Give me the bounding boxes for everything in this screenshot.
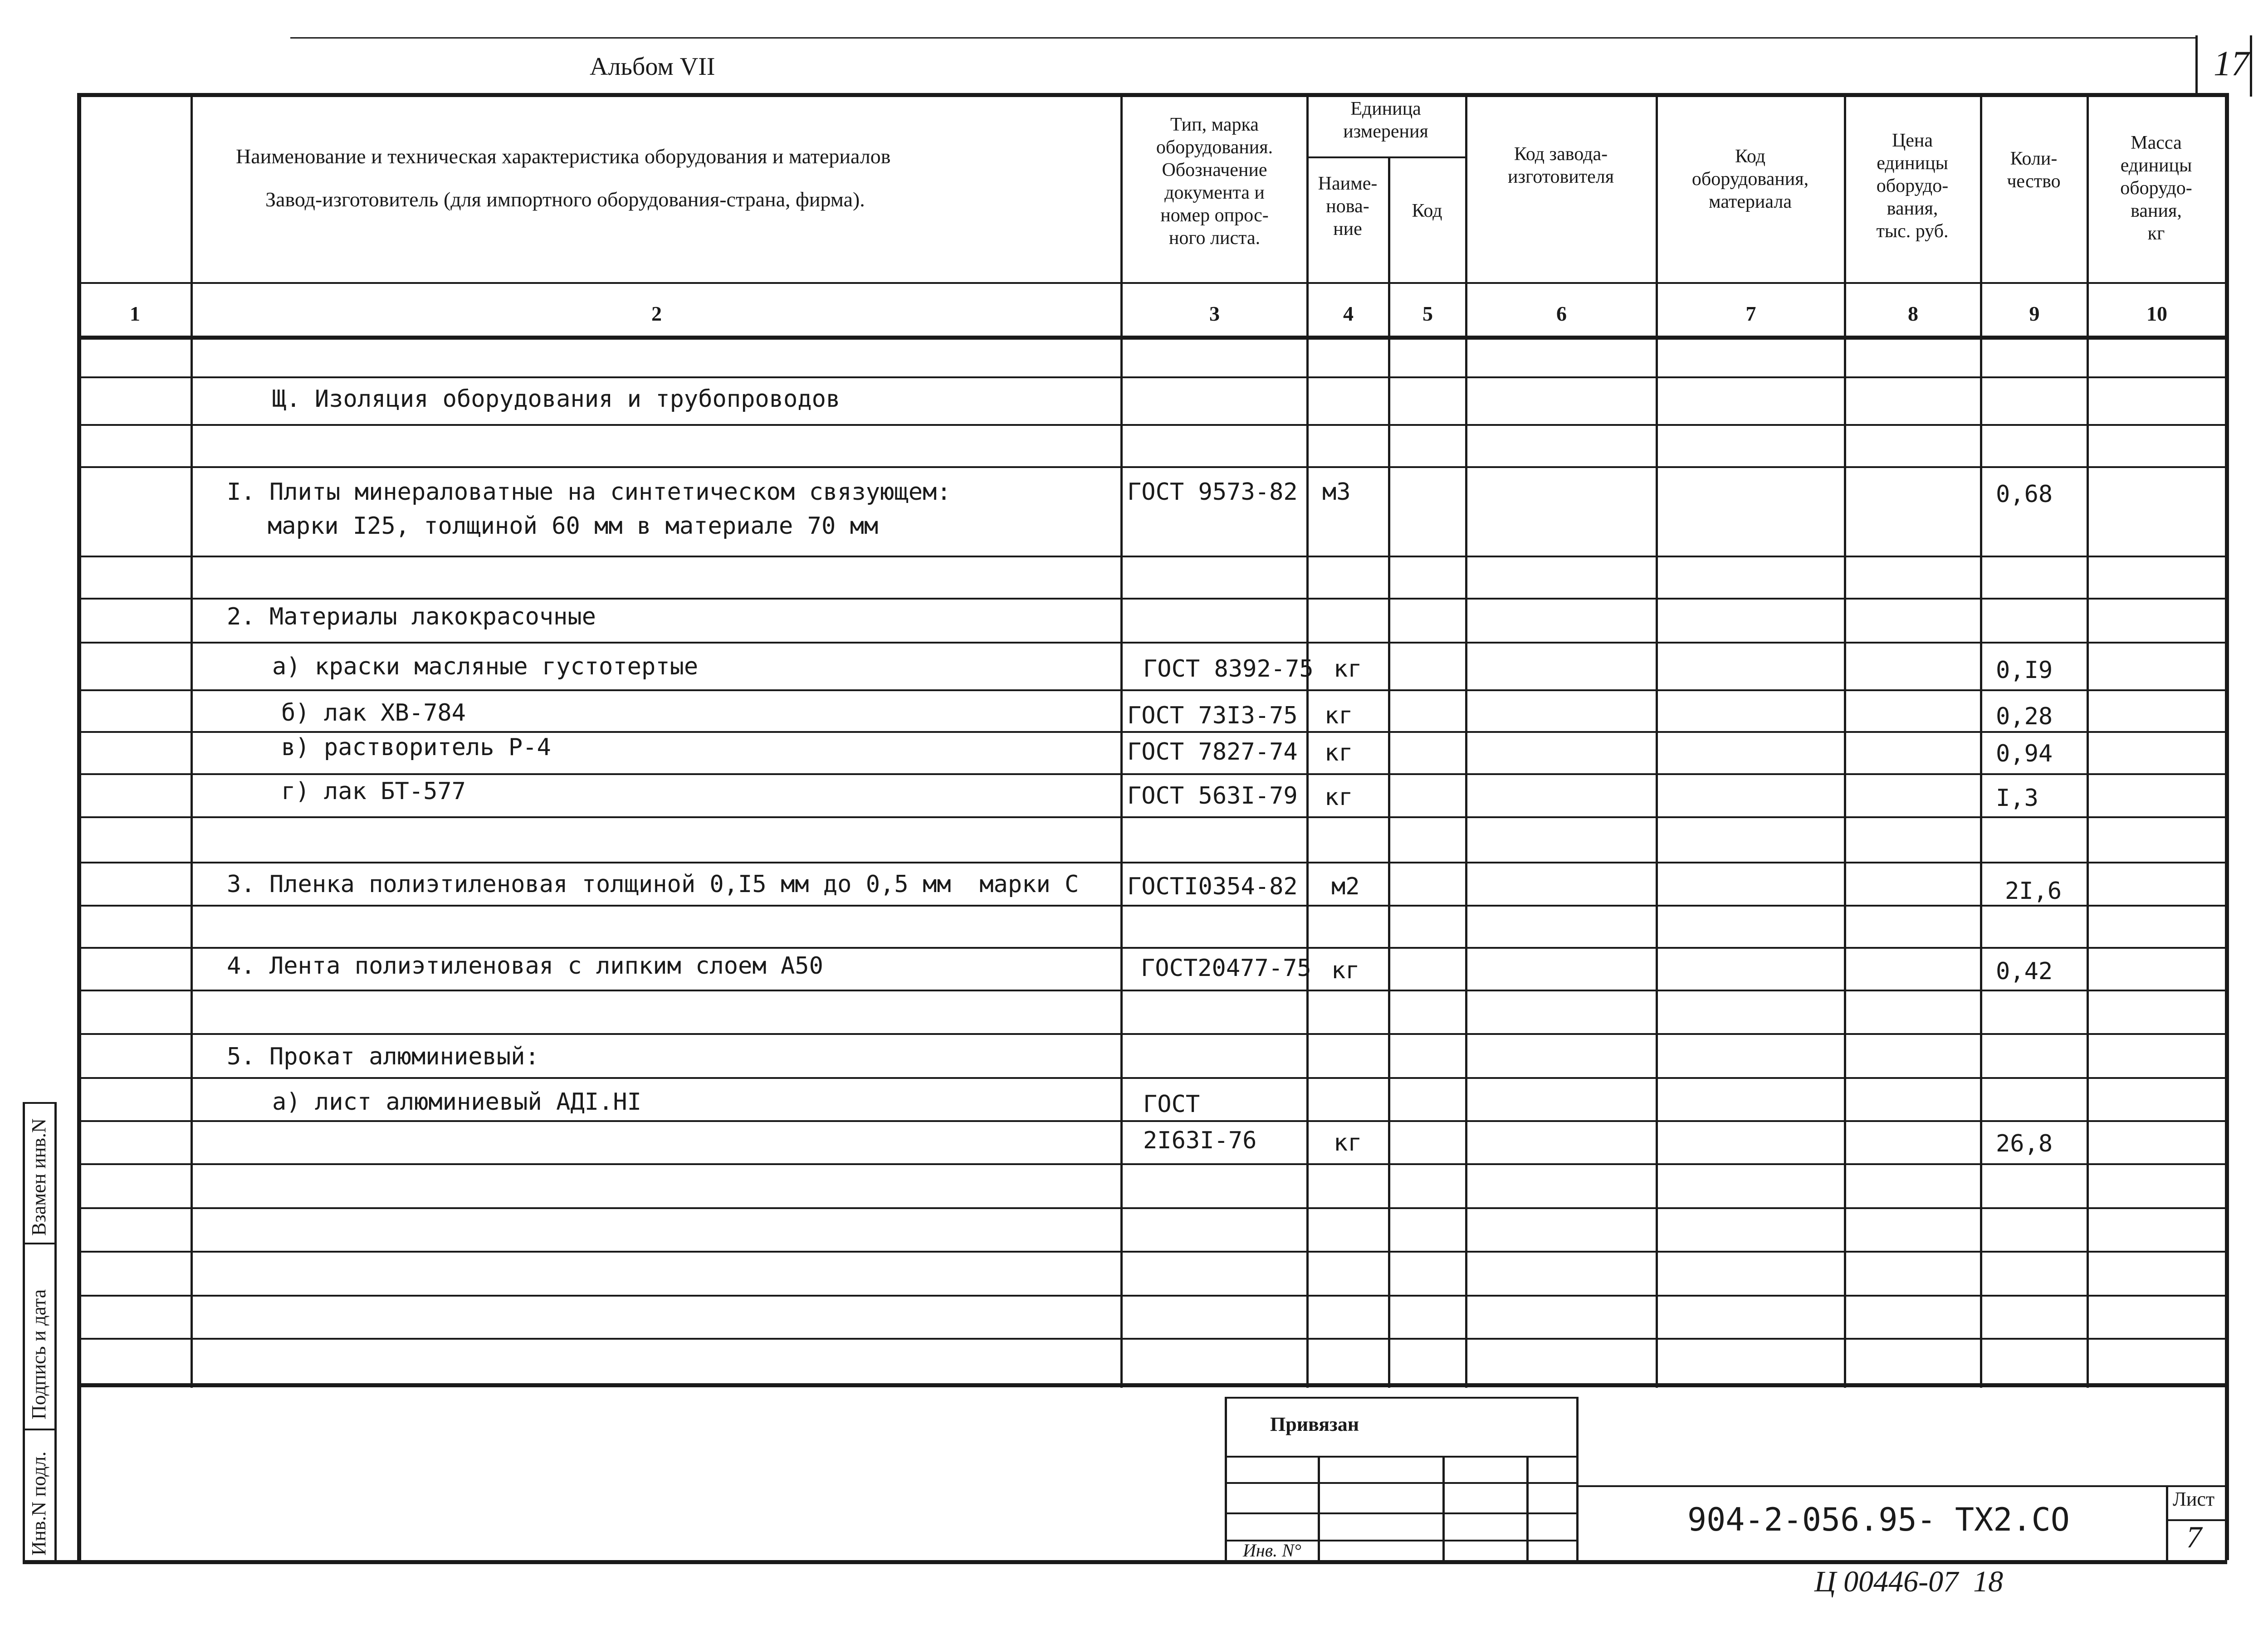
header-col4: Наиме- нова- ние [1318,173,1378,239]
column-number: 1 [130,302,140,325]
header-col6: Код завода- изготовителя [1507,144,1614,187]
table-row-name: в) растворитель Р-4 [281,734,551,761]
table-row-unit: кг [1325,739,1353,766]
title-block-left [77,1383,81,1560]
table-row-name: б) лак ХВ-784 [281,699,466,727]
table-row-doc: ГОСТI0354-82 [1127,873,1298,900]
table-row-name: 2. Материалы лакокрасочные [227,603,596,630]
table-row-qty: 0,68 [1996,481,2053,508]
table-row-unit: кг [1331,957,1360,984]
table-row-name: Щ. Изоляция оборудования и трубопроводов [272,385,841,413]
footer-handwritten-code: Ц 00446-07 18 [1814,1565,2004,1598]
side-label-replacement-inv: Взамен инв.N [28,1118,50,1236]
column-number: 6 [1556,302,1567,325]
header-col8: Цена единицы оборудо- вания, тыс. руб. [1876,130,1949,242]
table-row-unit: м3 [1322,478,1351,506]
table-row-name: 5. Прокат алюминиевый: [227,1043,539,1070]
table-row-doc: ГОСТ 563I-79 [1127,782,1298,810]
column-number: 10 [2146,302,2167,325]
table-row-doc: ГОСТ 9573-82 [1127,478,1298,506]
top-rule [290,37,2195,39]
table-row-name: а) краски масляные густотертые [272,653,699,680]
table-row-name: марки I25, толщиной 60 мм в материале 70 мм [268,512,879,540]
table-row-doc: ГОСТ 8392-75 [1143,655,1314,683]
column-number: 2 [651,302,662,325]
sheet-label: Лист [2173,1488,2215,1510]
corner-box-right [2250,35,2252,97]
table-row-qty: 0,94 [1996,740,2053,767]
stamp-inv-label: Инв. N° [1243,1540,1301,1561]
side-label-inv-original: Инв.N подл. [28,1451,50,1556]
table-row-qty: I,3 [1996,785,2038,812]
table-row-doc: ГОСТ 7827-74 [1127,738,1298,766]
table-row-name: 3. Пленка полиэтиленовая толщиной 0,I5 мм до 0,5 мм марки С [227,871,1079,898]
table-row-doc: ГОСТ20477-75 [1141,955,1311,982]
stamp-bound-label: Привязан [1270,1413,1359,1435]
table-row-name: а) лист алюминиевый АДI.НI [272,1088,641,1116]
side-label-signature-date: Подпись и дата [28,1289,50,1419]
table-row-unit: кг [1325,784,1353,811]
table-row-name: 4. Лента полиэтиленовая с липким слоем А50 [227,952,823,980]
column-number: 9 [2029,302,2040,325]
header-col2-line1: Наименование и техническая характеристика оборудования и материалов [236,145,891,168]
column-number: 8 [1908,302,1918,325]
table-row-doc: ГОСТ 73I3-75 [1127,702,1298,729]
header-unit-group: Единица измерения [1343,98,1428,142]
corner-box-left [2195,35,2198,97]
document-code: 904-2-056.95- ТХ2.СО [1687,1501,2070,1538]
header-col7: Код оборудования, материала [1691,146,1809,212]
table-row-qty: 0,I9 [1996,657,2053,684]
table-row-qty: 2I,6 [2005,878,2062,905]
sheet-number: 7 [2186,1520,2202,1554]
title-block-bottom [23,1560,2227,1564]
album-label: Альбом VII [590,53,715,81]
table-row-unit: кг [1334,655,1362,683]
column-number: 7 [1745,302,1756,325]
page-corner-number: 17 [2214,44,2249,83]
table-row-unit: м2 [1331,873,1360,900]
header-col9: Коли- чество [2007,148,2061,192]
title-block-area [80,1388,2223,1569]
title-block-right [2225,1383,2229,1560]
column-number: 4 [1343,302,1354,325]
table-row-unit: кг [1325,702,1353,729]
column-number: 3 [1209,302,1220,325]
header-col10: Масса единицы оборудо- вания, кг [2120,132,2192,244]
table-row-qty: 0,28 [1996,703,2053,730]
header-col2-line2: Завод-изготовитель (для импортного оборудования-страна, фирма). [265,188,865,211]
table-row-qty: 26,8 [1996,1130,2053,1157]
table-row-name: г) лак БТ-577 [281,778,466,805]
table-row-unit: кг [1334,1129,1362,1156]
table-row-doc: ГОСТ [1143,1091,1200,1118]
table-row-doc: 2I63I-76 [1143,1127,1257,1154]
header-col5: Код [1412,200,1442,221]
table-row-name: I. Плиты минераловатные на синтетическом связующем: [227,478,951,506]
header-col3: Тип, марка оборудования. Обозначение документа и номер опрос- ного листа. [1156,114,1273,249]
column-number: 5 [1422,302,1433,325]
table-row-qty: 0,42 [1996,958,2053,985]
